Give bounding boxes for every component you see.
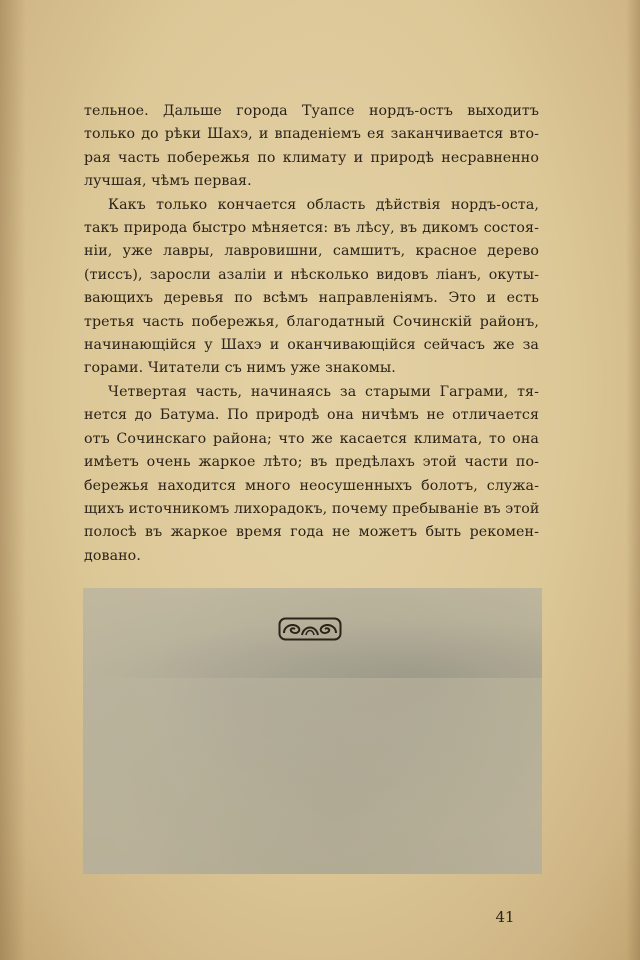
text-line: полосѣ въ жаркое время года не можетъ быть рекомен-: [84, 524, 539, 541]
text-line: начинающійся у Шахэ и оканчивающійся сейчасъ же за: [84, 337, 539, 354]
text-line: имѣетъ очень жаркое лѣто; въ предѣлахъ этой части по-: [84, 454, 539, 471]
text-line: такъ природа быстро мѣняется: въ лѣсу, въ дикомъ состоя-: [84, 220, 539, 237]
text-line: Какъ только кончается область дѣйствія нордъ-оста,: [108, 196, 539, 213]
text-line: отъ Сочинскаго района; что же касается климата, то она: [84, 430, 539, 447]
page-number: 41: [495, 908, 515, 926]
body-text: [84, 100, 539, 568]
text-line: (тиссъ), заросли азаліи и нѣсколько видовъ ліанъ, окуты-: [84, 266, 539, 283]
text-line: довано.: [84, 547, 141, 564]
text-line: лучшая, чѣмъ первая.: [84, 173, 252, 190]
text-line: рая часть побережья по климату и природѣ несравненно: [84, 149, 539, 166]
text-line: ніи, уже лавры, лавровишни, самшитъ, красное дерево: [84, 243, 539, 260]
text-line: только до рѣки Шахэ, и впаденіемъ ея заканчивается вто-: [84, 126, 539, 143]
text-line: Четвертая часть, начинаясь за старыми Гаграми, тя-: [108, 383, 539, 400]
text-line: нется до Батума. По природѣ она ничѣмъ не отличается: [84, 407, 539, 424]
text-line: третья часть побережья, благодатный Сочинскій районъ,: [84, 313, 539, 330]
text-line: бережья находится много неосушенныхъ болотъ, служа-: [84, 477, 539, 494]
text-line: щихъ источникомъ лихорадокъ, почему пребываніе въ этой: [84, 500, 540, 517]
scroll-ornament-icon: [278, 617, 342, 641]
text-line: горами. Читатели съ нимъ уже знакомы.: [84, 360, 396, 377]
paragraph-3: [84, 381, 539, 568]
paragraph-1: [84, 100, 539, 194]
paragraph-2: [84, 194, 539, 381]
text-line: тельное. Дальше города Туапсе нордъ-остъ выходитъ: [84, 103, 539, 119]
text-line: вающихъ деревья по всѣмъ направленіямъ. Это и есть: [84, 290, 539, 307]
